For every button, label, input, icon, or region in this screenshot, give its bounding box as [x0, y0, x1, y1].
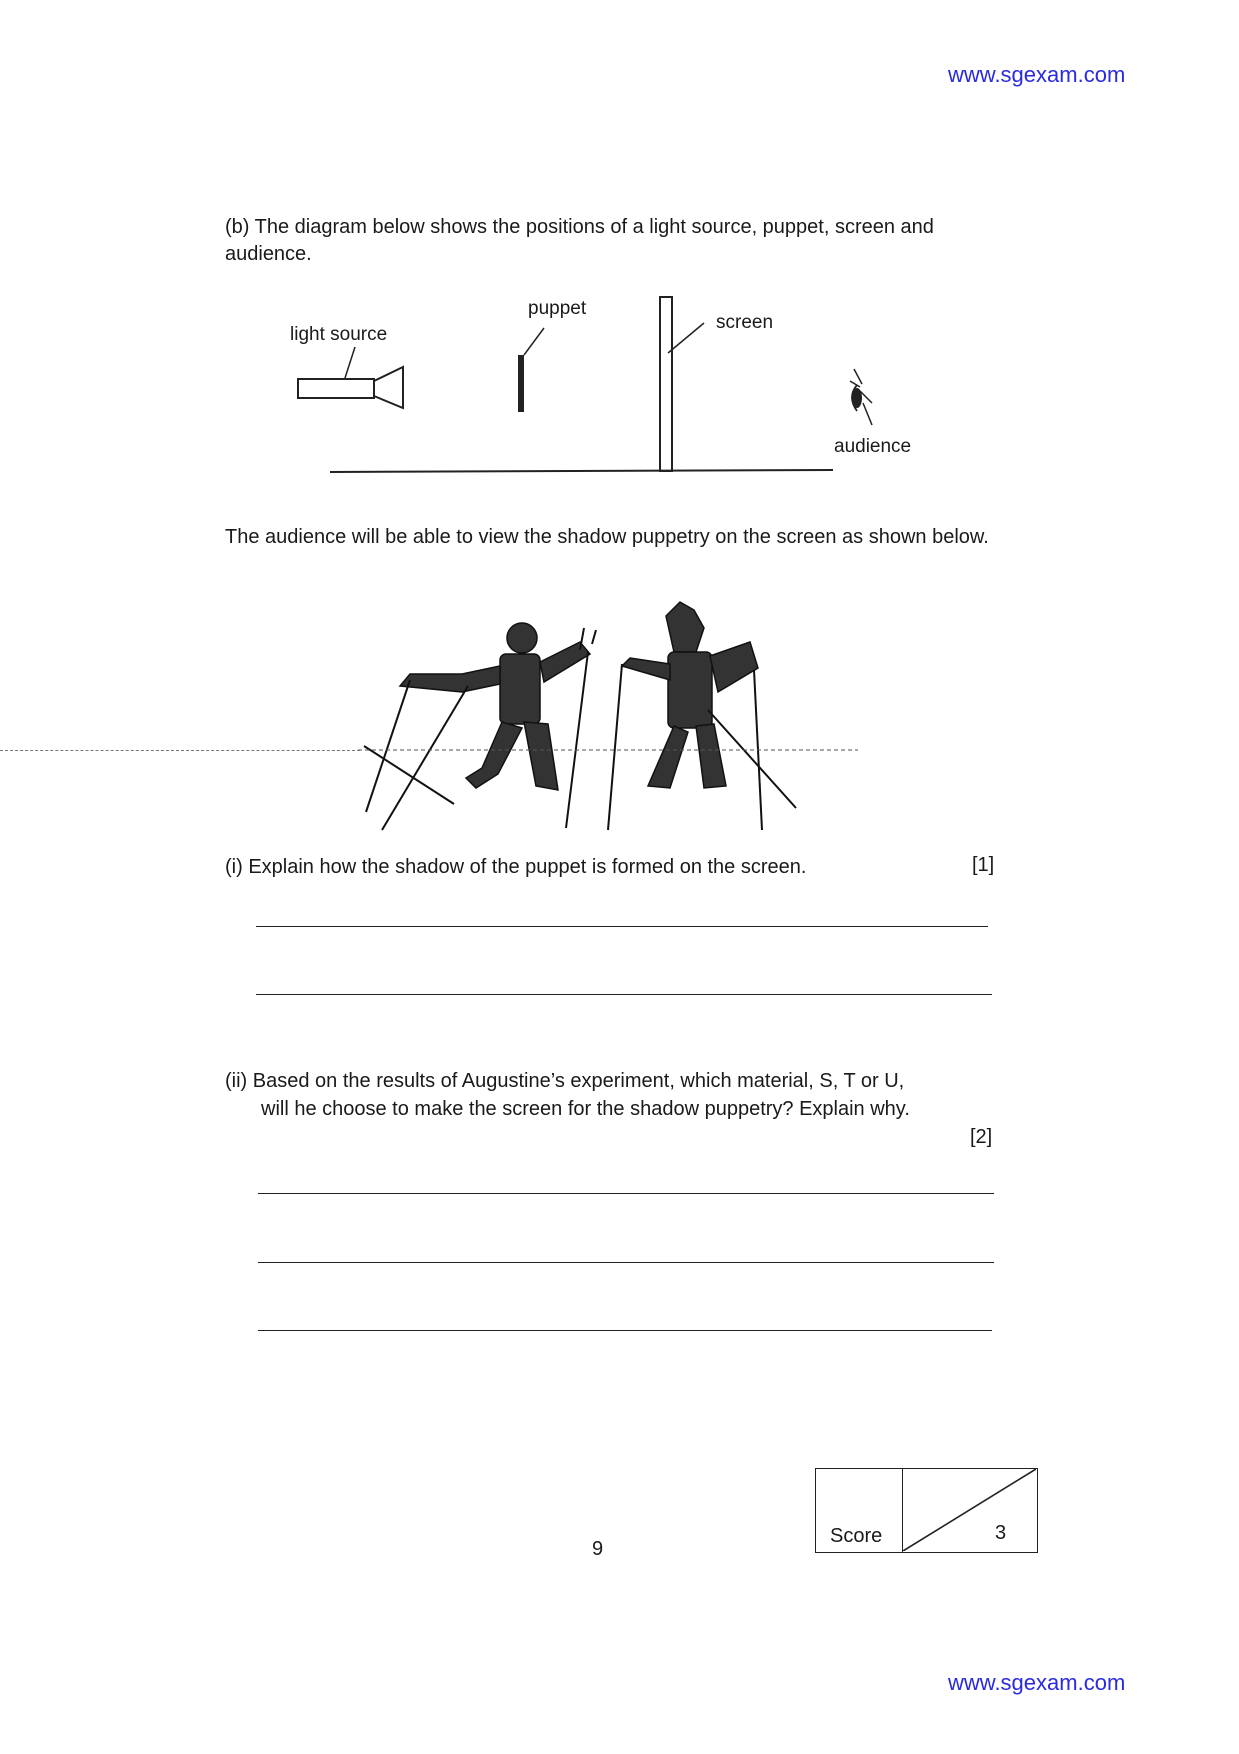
left-puppet-figure — [400, 623, 590, 790]
shadow-puppetry-text: The audience will be able to view the shadow puppetry on the screen as shown below. — [225, 526, 989, 548]
site-link-header[interactable]: www.sgexam.com — [948, 62, 1126, 87]
right-puppet-figure — [622, 602, 758, 788]
score-diagonal — [903, 1469, 1036, 1551]
part-ii-question-line2: will he choose to make the screen for the shadow puppetry? Explain why. — [261, 1098, 910, 1120]
part-ii-marks: [2] — [970, 1126, 993, 1148]
page-number: 9 — [592, 1538, 604, 1560]
light-source-label: light source — [290, 324, 388, 345]
question-b-intro: (b) The diagram below shows the positions of a light source, puppet, screen and audience. — [225, 216, 934, 265]
answer-line[interactable] — [256, 926, 988, 927]
screen-label: screen — [716, 312, 774, 333]
light-source-icon — [298, 347, 403, 408]
score-total: 3 — [995, 1522, 1007, 1544]
setup-diagram — [280, 285, 960, 490]
part-i-question: (i) Explain how the shadow of the puppet is formed on the screen. — [225, 856, 807, 878]
puppet-label: puppet — [528, 298, 587, 319]
answer-line[interactable] — [258, 1330, 992, 1331]
score-box — [815, 1468, 1038, 1553]
answer-line[interactable] — [256, 994, 992, 995]
puppet-icon — [518, 328, 544, 412]
answer-line[interactable] — [258, 1262, 994, 1263]
score-label: Score — [830, 1525, 883, 1547]
eye-icon — [850, 369, 872, 425]
answer-line[interactable] — [258, 1193, 994, 1194]
part-i-marks: [1] — [972, 854, 995, 876]
fold-line — [0, 750, 360, 751]
part-ii-question-line1: (ii) Based on the results of Augustine’s experiment, which material, S, T or U, — [225, 1070, 905, 1092]
screen-icon — [660, 297, 704, 471]
site-link-footer[interactable]: www.sgexam.com — [948, 1670, 1126, 1695]
shadow-puppets-image — [358, 590, 858, 840]
audience-label: audience — [834, 436, 912, 457]
ground-line — [330, 470, 833, 472]
